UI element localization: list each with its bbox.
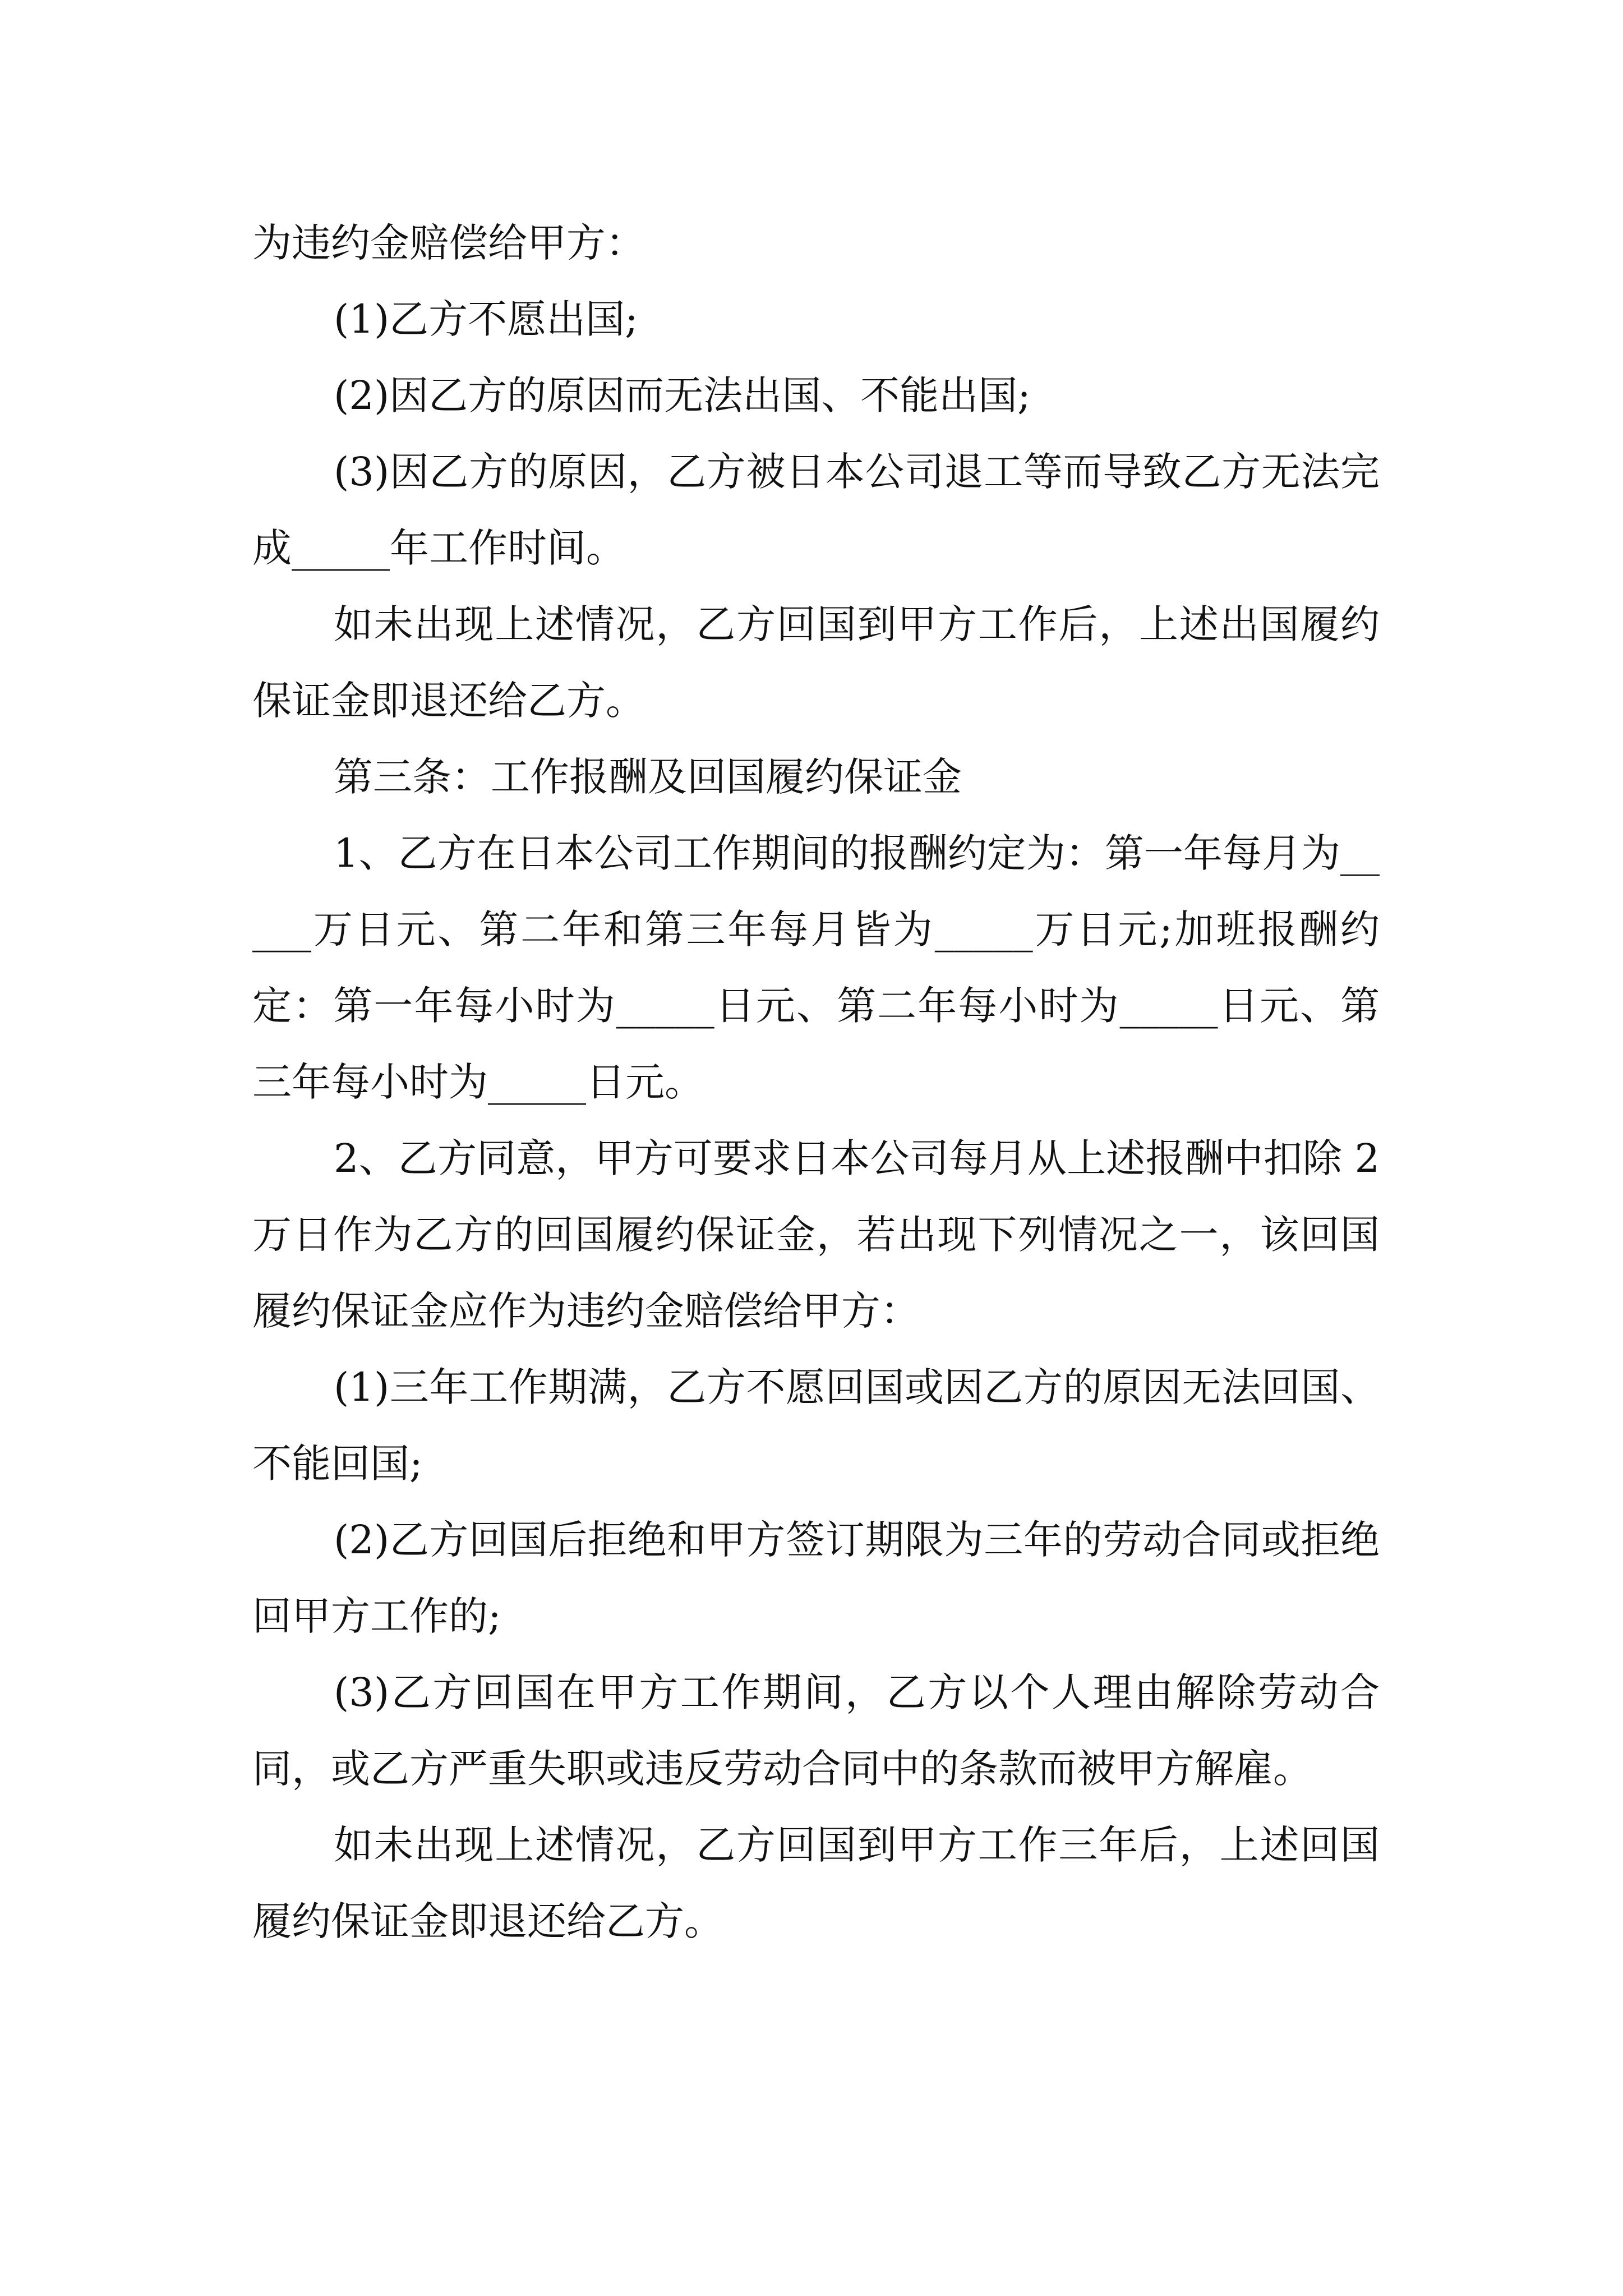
paragraph-refund-clause: 如未出现上述情况，乙方回国到甲方工作后，上述出国履约保证金即退还给乙方。 xyxy=(252,601,1380,724)
paragraph-item-1: (1)乙方不愿出国; xyxy=(334,296,638,342)
paragraph-condition-3: (3)乙方回国在甲方工作期间，乙方以个人理由解除劳动合同，或乙方严重失职或违反劳动合同中的条款而被甲方解雇。 xyxy=(252,1669,1380,1792)
paragraph-deduction: 2、乙方同意，甲方可要求日本公司每月从上述报酬中扣除 2 万日作为乙方的回国履约保证金，若出现下列情况之一，该回国履约保证金应作为违约金赔偿给甲方： xyxy=(252,1135,1380,1334)
paragraph-final-refund: 如未出现上述情况，乙方回国到甲方工作三年后，上述回国履约保证金即退还给乙方。 xyxy=(252,1822,1380,1944)
paragraph-item-2: (2)因乙方的原因而无法出国、不能出国; xyxy=(334,372,1031,418)
article-three-heading: 第三条：工作报酬及回国履约保证金 xyxy=(334,754,962,800)
paragraph-condition-2: (2)乙方回国后拒绝和甲方签订期限为三年的劳动合同或拒绝回甲方工作的; xyxy=(252,1517,1380,1639)
paragraph-intro: 为违约金赔偿给甲方： xyxy=(252,220,645,266)
paragraph-item-3: (3)因乙方的原因，乙方被日本公司退工等而导致乙方无法完成_____年工作时间。 xyxy=(252,449,1380,571)
paragraph-condition-1: (1)三年工作期满，乙方不愿回国或因乙方的原因无法回国、不能回国; xyxy=(252,1364,1380,1487)
paragraph-remuneration: 1、乙方在日本公司工作期间的报酬约定为：第一年每月为_____万日元、第二年和第三年每月皆为_____万日元;加班报酬约定：第一年每小时为_____日元、第二年每小时为_____日元、第三年每小时为_____日元。 xyxy=(252,830,1380,1105)
document-body xyxy=(252,205,1380,1959)
